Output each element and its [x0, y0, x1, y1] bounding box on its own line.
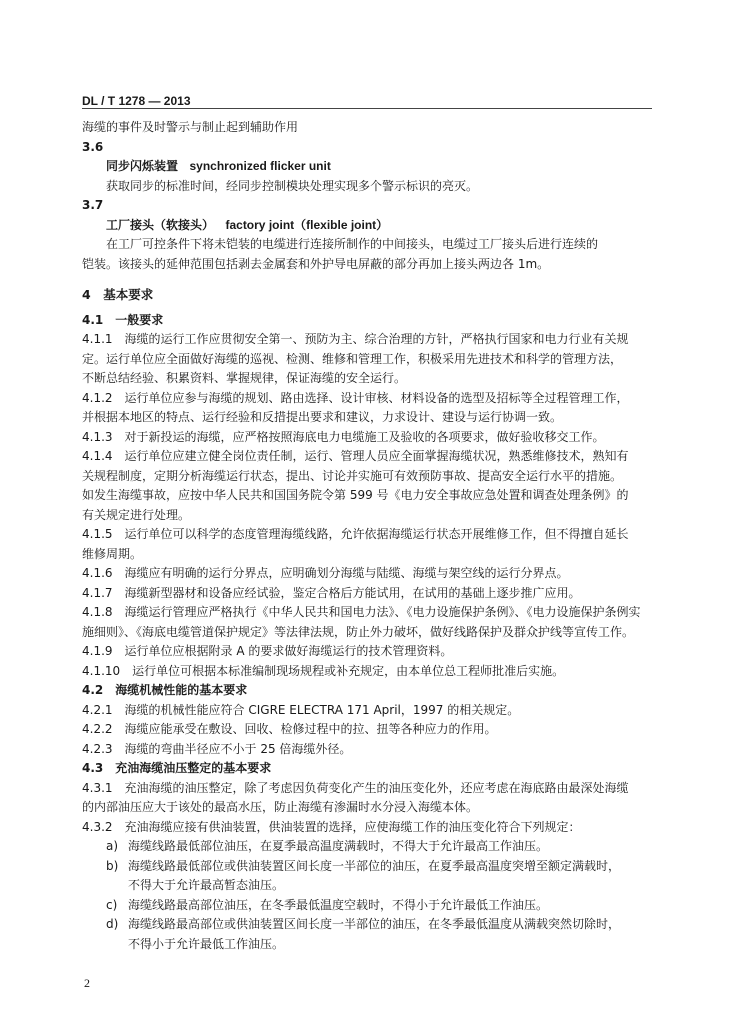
text-line: 4.3.1 充油海缆的油压整定，除了考虑因负荷变化产生的油压变化外，还应考虑在海底路由最深处海缆 [82, 780, 629, 795]
list-item [82, 857, 686, 877]
text-line: 4.1.2 运行单位应参与海缆的规划、路由选择、设计审核、材料设备的选型及招标等全过程管理工作， [82, 390, 629, 405]
term-heading [82, 157, 686, 177]
text-line: 不断总结经验、积累资料、掌握规律，保证海缆的安全运行。 [82, 371, 407, 385]
term-english: synchronized flicker unit [189, 159, 331, 173]
subsection-heading: 4.2 海缆机械性能的基本要求 [82, 683, 248, 697]
text-line: 海缆的事件及时警示与制止起到辅助作用 [82, 120, 299, 134]
document-code-header: DL / T 1278 — 2013 [82, 94, 191, 108]
list-item-text: 海缆线路最低部位油压，在夏季最高温度满载时，不得大于允许最高工作油压。 [128, 839, 549, 853]
clause-number: 3.7 [82, 198, 104, 212]
text-line: 4.3.2 充油海缆应接有供油装置，供油装置的选择，应使海缆工作的油压变化符合下列规定： [82, 819, 581, 834]
text-line: 并根据本地区的特点、运行经验和反措提出要求和建议，力求设计、建设与运行协调一致。 [82, 410, 563, 424]
document-body [82, 118, 686, 954]
clause-number: 3.6 [82, 139, 104, 154]
term-english: factory joint（flexible joint） [225, 217, 389, 232]
text-line: 关规程制度，定期分析海缆运行状态，提出、讨论并实施可有效预防事故、提高安全运行水平的措施。 [82, 468, 623, 483]
list-item [82, 837, 686, 857]
header-rule [82, 108, 652, 109]
list-item-text: 海缆线路最高部位或供油装置区间长度一半部位的油压，在冬季最低温度从满载突然切除时， [128, 917, 621, 931]
text-line: 4.1.6 海缆应有明确的运行分界点，应明确划分海缆与陆缆、海缆与架空线的运行分界点。 [82, 566, 569, 580]
term-definition: 铠装。该接头的延伸范围包括剥去金属套和外护导电屏蔽的部分再加上接头两边各 1m。 [82, 256, 550, 271]
list-item-continuation: 不得小于允许最低工作油压。 [128, 936, 285, 951]
text-line: 4.1.5 运行单位可以科学的态度管理海缆线路，允许依据海缆运行状态开展维修工作，但不得擅自延长 [82, 527, 629, 541]
list-marker: a) [106, 839, 119, 853]
text-line: 4.1.10 运行单位可根据本标准编制现场规程或补充规定，由本单位总工程师批准后实施。 [82, 663, 565, 678]
text-line: 施细则》、《海底电缆管道保护规定》等法律法规，防止外力破坏，做好线路保护及群众护线等宣传工作。 [82, 624, 635, 639]
text-line: 4.1.1 海缆的运行工作应贯彻安全第一、预防为主、综合治理的方针，严格执行国家和电力行业有关规 [82, 332, 629, 346]
text-line: 的内部油压应大于该处的最高水压，防止海缆有渗漏时水分浸入海缆本体。 [82, 800, 479, 814]
list-marker: d) [106, 917, 119, 931]
text-line: 4.1.9 运行单位应根据附录 A 的要求做好海缆运行的技术管理资料。 [82, 644, 453, 658]
list-item [82, 896, 686, 916]
text-line: 定。运行单位应全面做好海缆的巡视、检测、维修和管理工作，积极采用先进技术和科学的管理方法， [82, 351, 623, 366]
list-item [82, 915, 686, 935]
term-chinese: 同步闪烁装置 [106, 159, 179, 173]
text-line: 如发生海缆事故，应按中华人民共和国国务院令第 599 号《电力安全事故应急处置和调查处理条例》的 [82, 488, 629, 502]
section-heading: 4 基本要求 [82, 287, 154, 302]
text-line: 4.2.2 海缆应能承受在敷设、回收、检修过程中的拉、扭等各种应力的作用。 [82, 722, 497, 736]
text-line: 有关规定进行处理。 [82, 507, 191, 522]
list-item-text: 海缆线路最低部位或供油装置区间长度一半部位的油压，在夏季最高温度突增至额定满载时， [128, 858, 621, 873]
subsection-heading: 4.3 充油海缆油压整定的基本要求 [82, 761, 272, 775]
term-chinese: 工厂接头（软接头） [106, 217, 215, 232]
text-line: 4.1.8 海缆运行管理应严格执行《中华人民共和国电力法》、《电力设施保护条例》、《电力设施保护条例实 [82, 605, 641, 619]
list-marker: c) [106, 897, 118, 912]
page-number: 2 [84, 976, 90, 990]
list-marker: b) [106, 858, 119, 873]
text-line: 4.1.4 运行单位应建立健全岗位责任制，运行、管理人员应全面掌握海缆状况，熟悉维修技术，熟知有 [82, 449, 629, 463]
list-item-continuation: 不得大于允许最高暂态油压。 [128, 878, 285, 892]
text-line: 4.1.3 对于新投运的海缆，应严格按照海底电力电缆施工及验收的各项要求，做好验收移交工作。 [82, 429, 605, 444]
text-line: 4.2.3 海缆的弯曲半径应不小于 25 倍海缆外径。 [82, 741, 352, 756]
term-definition: 在工厂可控条件下将未铠装的电缆进行连接所制作的中间接头，电缆过工厂接头后进行连续的 [106, 237, 599, 251]
term-heading [82, 216, 686, 236]
term-definition: 获取同步的标准时间，经同步控制模块处理实现多个警示标识的亮灭。 [106, 178, 479, 193]
subsection-heading: 4.1 一般要求 [82, 312, 164, 327]
list-item-text: 海缆线路最高部位油压，在冬季最低温度空载时，不得小于允许最低工作油压。 [128, 897, 549, 912]
text-line: 维修周期。 [82, 546, 143, 561]
text-line: 4.2.1 海缆的机械性能应符合 CIGRE ELECTRA 171 April，1997 的相关规定。 [82, 702, 520, 717]
text-line: 4.1.7 海缆新型器材和设备应经试验，鉴定合格后方能试用，在试用的基础上逐步推广应用。 [82, 585, 581, 600]
